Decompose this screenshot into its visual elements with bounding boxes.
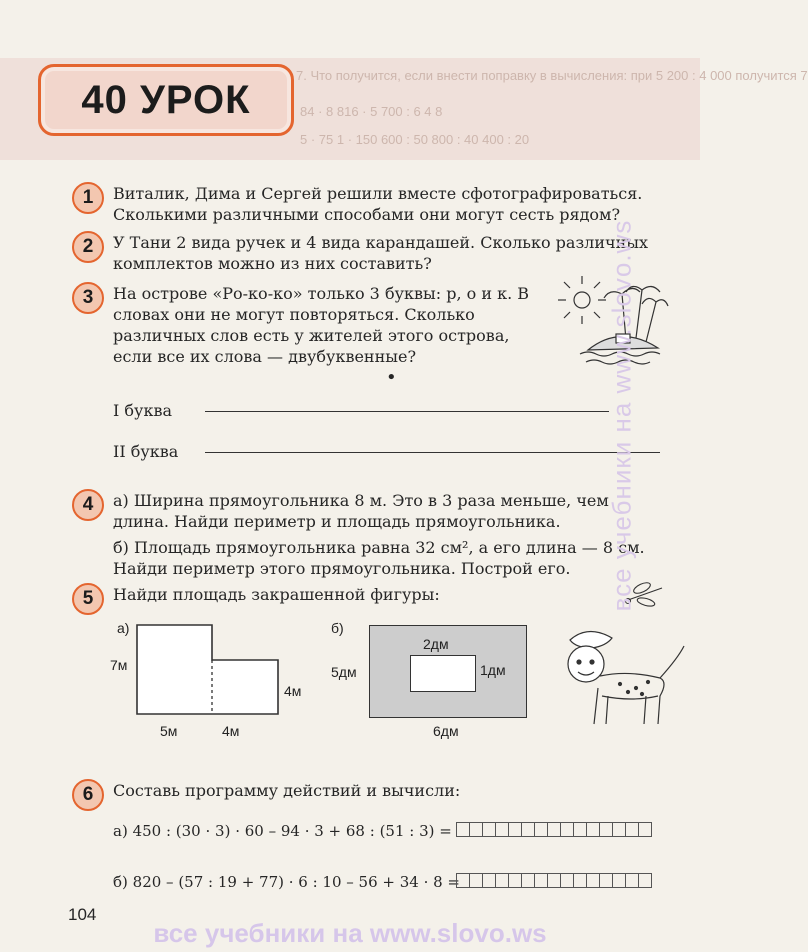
figure-b-outer-width: 6дм: [433, 723, 459, 739]
task-2-line-1: У Тани 2 вида ручек и 4 вида карандашей. Сколько различных: [113, 233, 648, 252]
task-2-badge: 2: [72, 231, 104, 263]
figure-a-shape: [136, 624, 280, 716]
task-1-line-1: Виталик, Дима и Сергей решили вместе сфотографироваться.: [113, 184, 643, 203]
task-3-first-letter-label: I буква: [113, 401, 172, 420]
watermark-vertical: все учебники на www.slovo.ws: [606, 219, 637, 612]
figure-b-inner-rect: [410, 655, 476, 692]
task-3-line-3: различных слов есть у жителей этого острова,: [113, 326, 510, 345]
task-6-badge: 6: [72, 779, 104, 811]
header-faded-text-1: 7. Что получится, если внести поправку в вычисления: при 5 200 : 4 000 получится 7: [296, 68, 808, 83]
task-6-text: Составь программу действий и вычисли:: [113, 781, 461, 800]
figure-b-outer-height: 5дм: [331, 664, 357, 680]
task-6-expression-a: а) 450 : (30 · 3) · 60 – 94 · 3 + 68 : (51 : 3) =: [113, 822, 452, 840]
task-4-b-line-2: Найди периметр этого прямоугольника. Построй его.: [113, 559, 571, 578]
task-2-line-2: комплектов можно из них составить?: [113, 254, 432, 273]
task-3-second-letter-label: II буква: [113, 442, 179, 461]
page-number: 104: [68, 905, 97, 924]
task-6-answer-cells-b[interactable]: [457, 873, 652, 888]
figure-a-label: а): [117, 620, 130, 636]
task-6-answer-cells-a[interactable]: [457, 822, 652, 837]
figure-a-bottom-left: 5м: [160, 723, 178, 739]
task-3-bullet: •: [386, 367, 397, 388]
watermark-bottom: все учебники на www.slovo.ws: [153, 918, 547, 948]
task-3-line-1: На острове «Ро-ко-ко» только 3 буквы: р, о и к. В: [113, 284, 530, 303]
lesson-title: 40 УРОК: [81, 78, 251, 122]
task-3-line-4: если все их слова — двубуквенные?: [113, 347, 417, 366]
task-3-line-2: словах они не могут повторяться. Сколько: [113, 305, 475, 324]
header-faded-text-2: 84 · 8 816 · 5 700 : 6 4 8: [300, 104, 443, 119]
figure-b-inner-width: 2дм: [423, 636, 449, 652]
task-1-line-2: Сколькими различными способами они могут сесть рядом?: [113, 205, 621, 224]
task-4-a-line-2: длина. Найди периметр и площадь прямоугольника.: [113, 512, 561, 531]
task-3-first-letter-answer-line[interactable]: [205, 411, 609, 412]
task-3-second-letter-answer-line[interactable]: [205, 452, 660, 453]
task-4-badge: 4: [72, 489, 104, 521]
task-5-badge: 5: [72, 583, 104, 615]
task-3-badge: 3: [72, 282, 104, 314]
task-1-badge: 1: [72, 182, 104, 214]
figure-a-left-height: 7м: [110, 657, 128, 673]
figure-b-label: б): [331, 620, 344, 636]
task-4-b-line-1: б) Площадь прямоугольника равна 32 см², а его длина — 8 см.: [113, 538, 645, 557]
lesson-title-box: [38, 64, 294, 136]
figure-a-bottom-right: 4м: [222, 723, 240, 739]
cartoon-cat-illustration: [548, 618, 690, 730]
header-faded-text-3: 5 · 75 1 · 150 600 : 50 800 : 40 400 : 20: [300, 132, 530, 147]
task-6-expression-b: б) 820 – (57 : 19 + 77) · 6 : 10 – 56 + 34 · 8 =: [113, 873, 460, 891]
figure-a-right-height: 4м: [284, 683, 302, 699]
figure-b-inner-height: 1дм: [480, 662, 506, 678]
task-5-text: Найди площадь закрашенной фигуры:: [113, 585, 440, 604]
task-4-a-line-1: а) Ширина прямоугольника 8 м. Это в 3 раза меньше, чем: [113, 491, 609, 510]
